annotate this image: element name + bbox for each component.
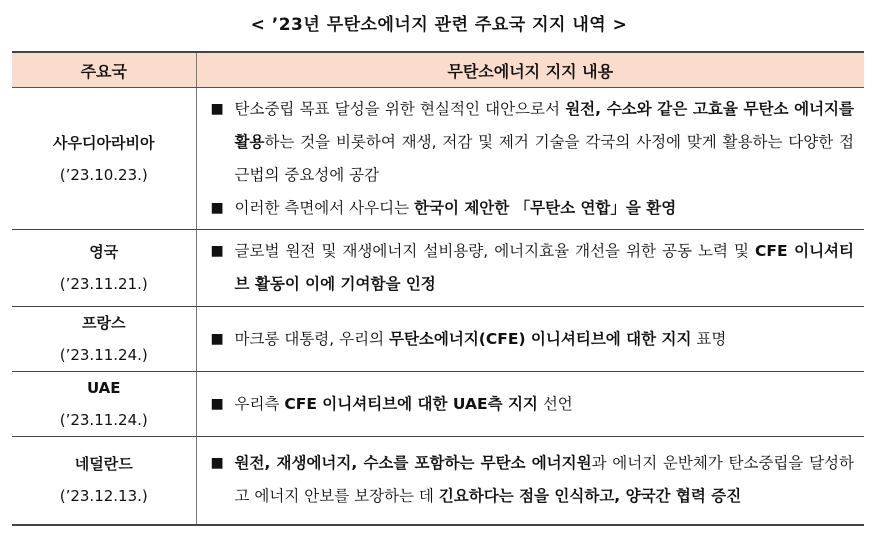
bold-text-segment: 무탄소에너지(CFE) 이니셔티브에 대한 지지 (388, 329, 692, 348)
text-segment: 글로벌 원전 및 재생에너지 설비용량, 에너지효율 개선을 위한 공동 노력 및 (234, 242, 756, 260)
country-date: (’23.12.13.) (59, 487, 148, 506)
square-bullet-icon: ■ (210, 455, 224, 472)
text-segment: 탄소중립 목표 달성을 위한 현실적인 대안으로서 (234, 99, 566, 118)
bullet-item (211, 93, 855, 192)
text-segment: 우리측 (234, 394, 285, 413)
country-cell (12, 88, 196, 230)
country-name: 프랑스 (82, 314, 126, 332)
header-country: 주요국 (12, 52, 196, 88)
content-cell (196, 307, 864, 372)
text-segment: 마크롱 대통령, 우리의 (234, 329, 389, 348)
text-segment: 선언 (537, 394, 573, 413)
square-bullet-icon: ■ (210, 330, 224, 347)
bullet-item (211, 388, 855, 421)
bold-text-segment: CFE 이니셔티브 활동이 이에 기여함을 인정 (234, 242, 854, 293)
text-segment: 과 에너지 운반체가 탄소중립을 달성하고 에너지 안보를 보장하는 데 (234, 454, 854, 506)
bold-text-segment: CFE 이니셔티브에 대한 UAE측 지지 (284, 394, 538, 413)
table-body (12, 88, 864, 525)
header-row (12, 52, 864, 88)
square-bullet-icon: ■ (210, 243, 224, 259)
bold-text-segment: 원전, 수소와 같은 고효율 무탄소 에너지를 활용 (234, 99, 854, 151)
country-cell (12, 437, 196, 525)
table-row (12, 437, 864, 525)
square-bullet-icon: ■ (210, 395, 224, 412)
country-date: (’23.11.24.) (59, 411, 148, 429)
support-table (12, 51, 864, 526)
square-bullet-icon: ■ (210, 199, 224, 216)
text-segment: 하는 것을 비롯하여 재생, 저감 및 제거 기술을 각국의 사정에 맞게 활용하는 다양한 접근법의 중요성에 공감 (234, 132, 854, 184)
country-date: (’23.11.21.) (59, 275, 148, 293)
country-date: (’23.10.23.) (59, 165, 148, 184)
country-cell (12, 230, 196, 307)
content-cell (196, 230, 864, 307)
content-cell (196, 372, 864, 437)
country-name: 영국 (89, 243, 119, 261)
content-cell (196, 88, 864, 230)
country-date: (’23.11.24.) (59, 346, 148, 364)
country-name: UAE (86, 379, 121, 397)
bold-text-segment: 원전, 재생에너지, 수소를 포함하는 무탄소 에너지원 (234, 454, 592, 473)
square-bullet-icon: ■ (210, 100, 224, 117)
text-segment: 표명 (691, 329, 727, 348)
country-cell (12, 372, 196, 437)
document-title: < ’23년 무탄소에너지 관련 주요국 지지 내역 > (250, 15, 628, 35)
content-cell (196, 437, 864, 525)
bullet-item (211, 235, 855, 301)
bullet-item (211, 323, 855, 356)
bold-text-segment: 한국이 제안한 「무탄소 연합」을 환영 (414, 198, 677, 217)
table-row (12, 307, 864, 372)
country-name: 사우디아라비아 (53, 133, 155, 152)
table-row (12, 372, 864, 437)
table-row (12, 88, 864, 230)
bullet-item (211, 447, 855, 513)
country-cell (12, 307, 196, 372)
country-name: 네덜란드 (74, 455, 133, 474)
bold-text-segment: 긴요하다는 점을 인식하고, 양국간 협력 증진 (438, 487, 742, 506)
header-content: 무탄소에너지 지지 내용 (196, 52, 864, 88)
bullet-item (211, 192, 855, 225)
text-segment: 이러한 측면에서 사우디는 (234, 198, 414, 217)
table-row (12, 230, 864, 307)
